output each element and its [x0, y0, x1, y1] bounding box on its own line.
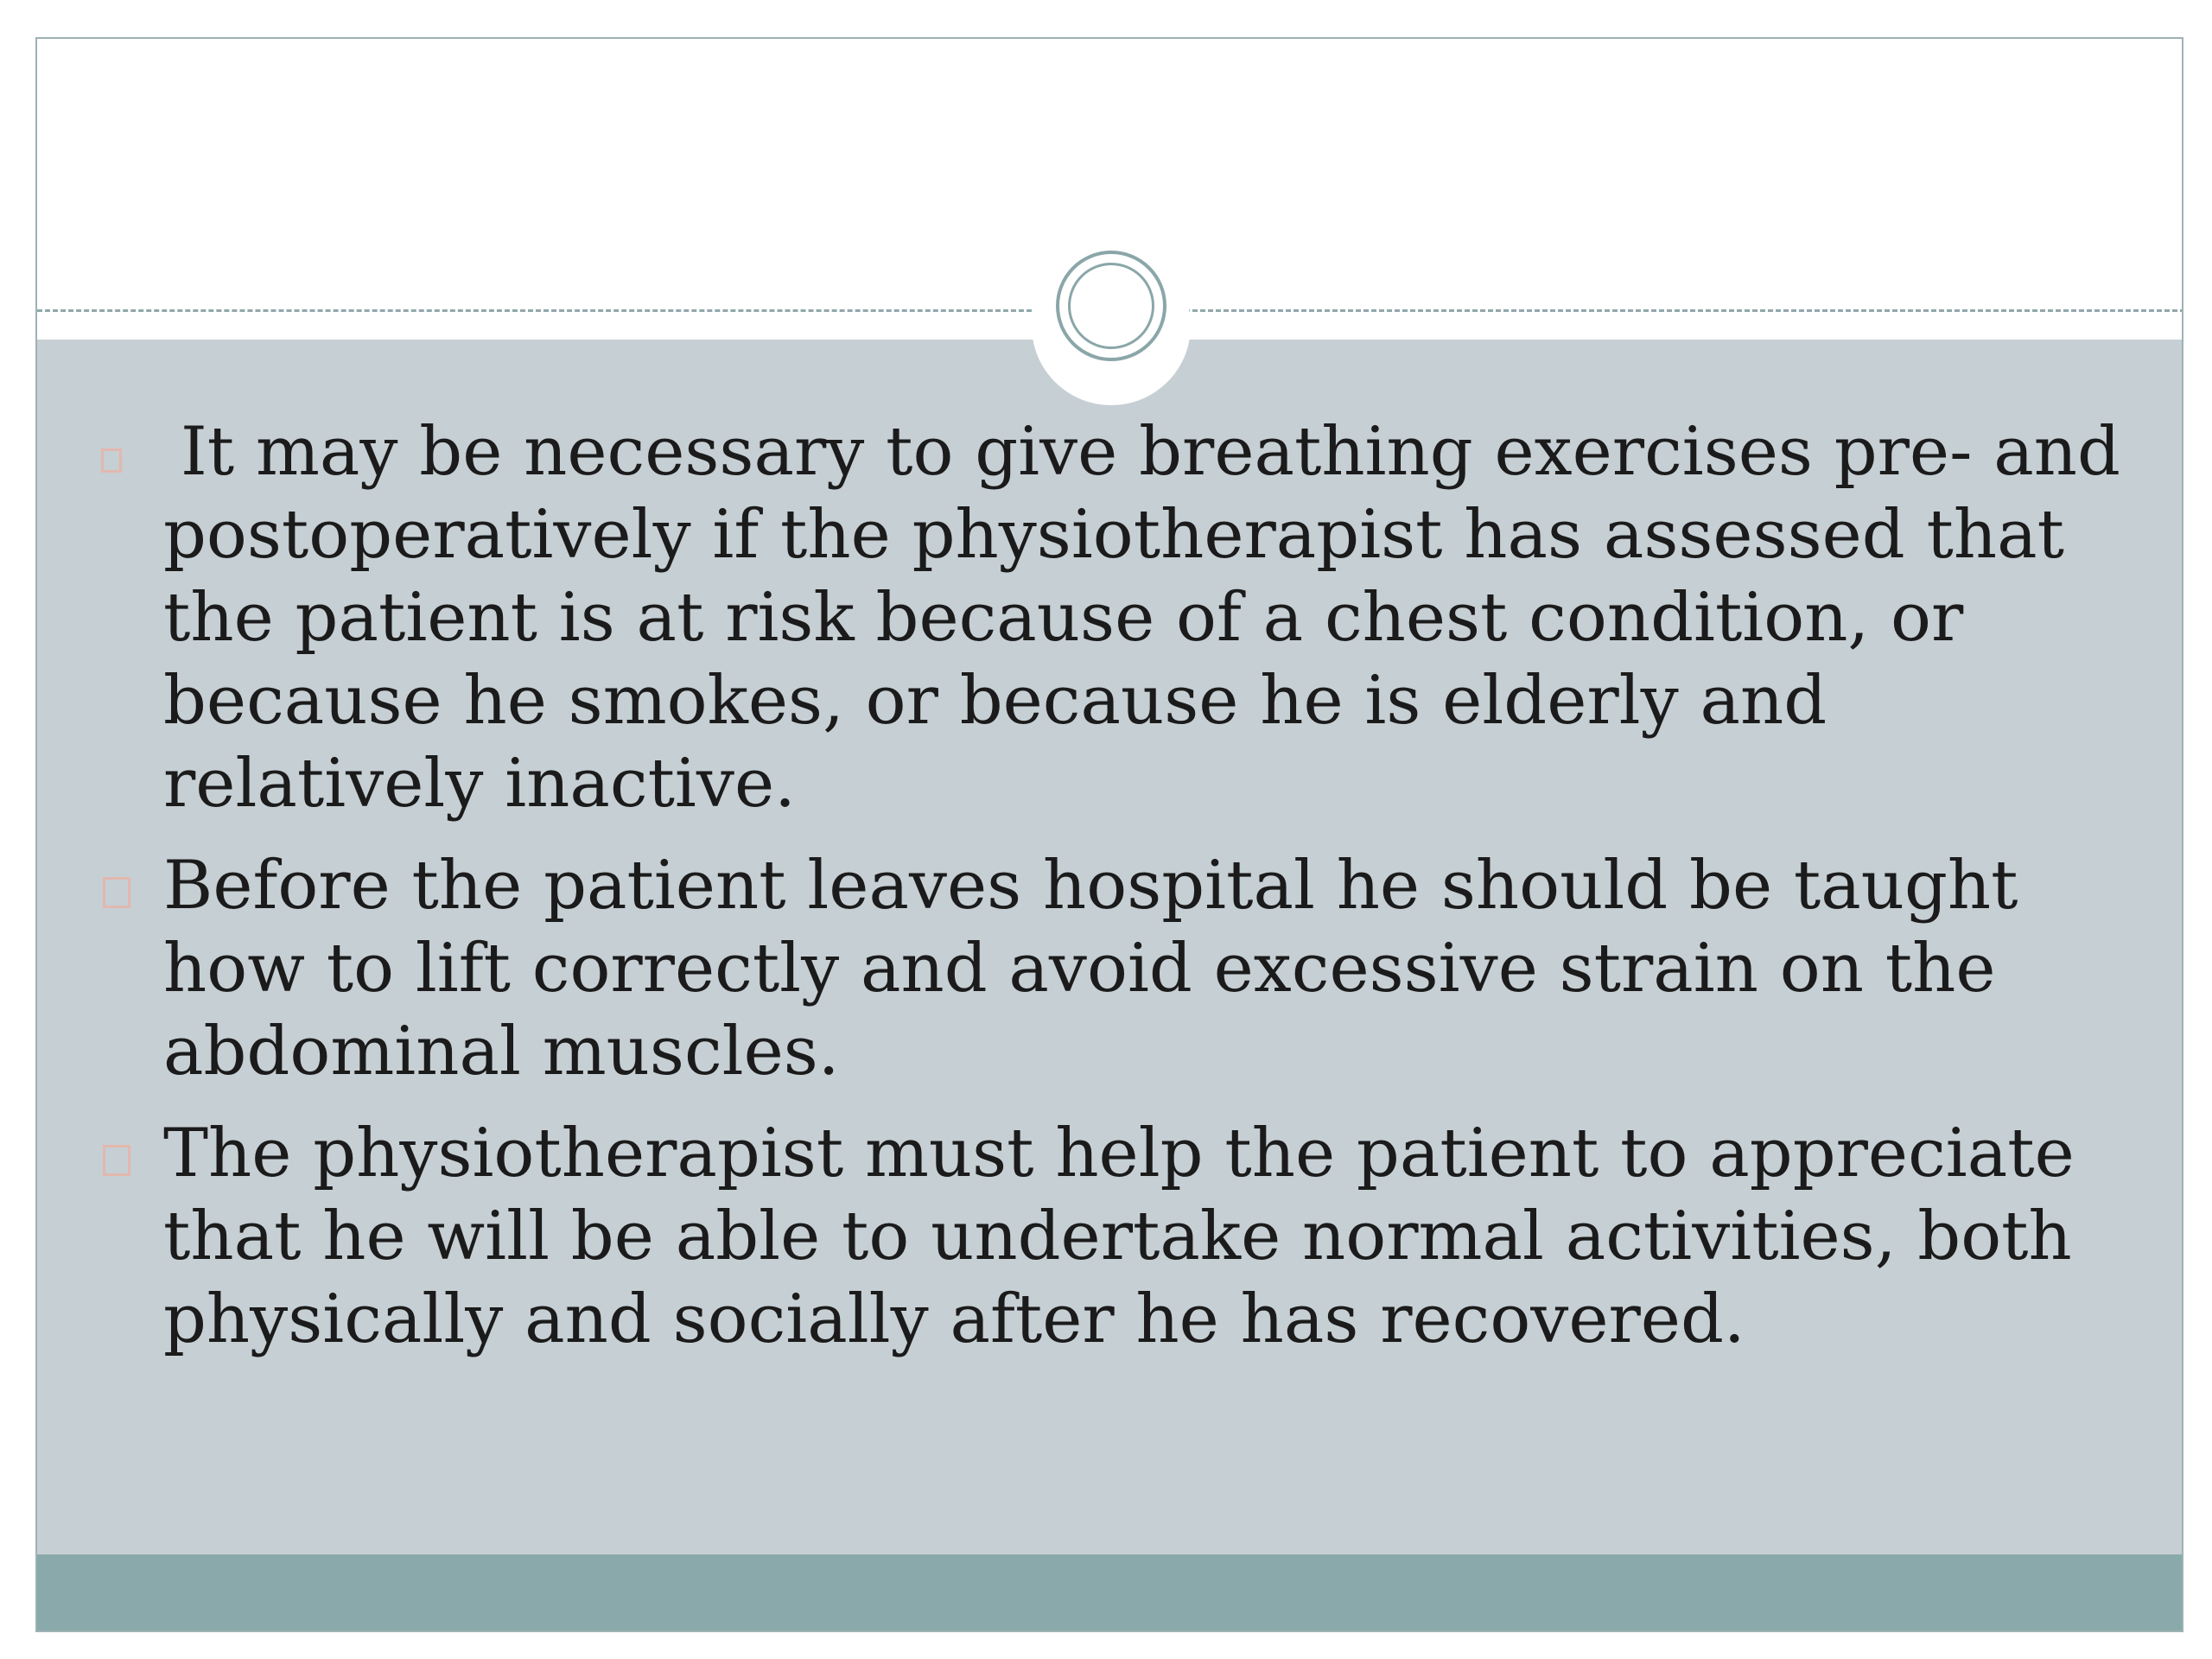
hollow-square-bullet-icon	[103, 1145, 130, 1176]
bullet-text: Before the patient leaves hospital he should be taught how to lift correctly and avoid excessive strain on the abdominal muscles.	[163, 847, 2018, 1090]
bullet-item	[37, 844, 2182, 1093]
inner-ring	[1068, 263, 1154, 349]
header-divider-left	[37, 309, 1039, 312]
footer-band	[37, 1554, 2182, 1630]
slide	[35, 37, 2183, 1632]
hollow-square-bullet-icon	[101, 448, 122, 473]
bullet-text-first-line: It may be necessary to give breathing exercises pre- and	[181, 413, 2120, 491]
double-ring-circle-icon	[1056, 251, 1166, 361]
hollow-square-bullet-icon	[103, 877, 130, 908]
bullet-text-continuation: postoperatively if the physiotherapist has assessed that the patient is at risk because of a chest condition, or because he smokes, or because he is elderly and relatively inactive.	[163, 496, 2064, 823]
bullet-text: The physiotherapist must help the patient to appreciate that he will be able to undertake normal activities, both physically and socially after he has recovered.	[163, 1115, 2075, 1358]
header-divider-right	[1185, 309, 2183, 312]
bullet-item	[37, 410, 2182, 825]
bullet-list	[37, 410, 2182, 1380]
bullet-item	[37, 1112, 2182, 1361]
